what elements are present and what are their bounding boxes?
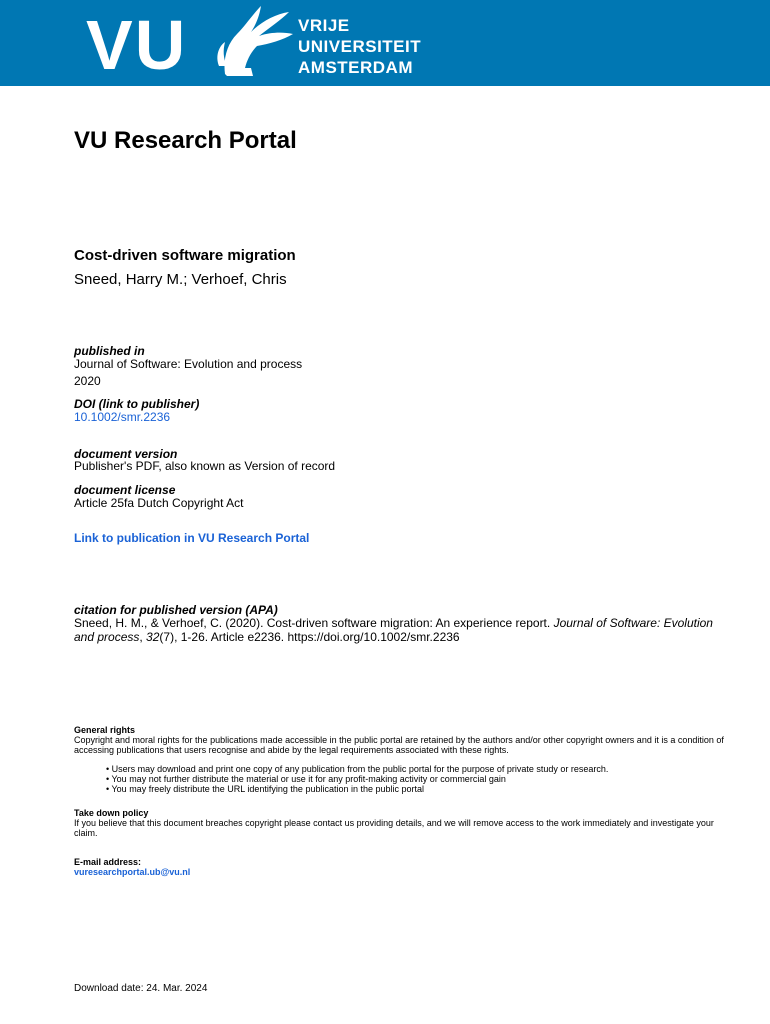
- griffin-icon: [205, 4, 295, 80]
- header-banner: [0, 0, 770, 86]
- published-in-label: published in: [74, 344, 145, 358]
- citation-journal: Journal of Software: Evolution and process: [74, 616, 713, 644]
- take-down-text: If you believe that this document breaches copyright please contact us providing details, and we will remove access to the work immediately and investigate your claim.: [74, 818, 714, 838]
- general-rights-title: General rights: [74, 725, 136, 735]
- citation-text-before: Sneed, H. M., & Verhoef, C. (2020). Cost-driven software migration: An experience report.: [74, 616, 554, 630]
- published-in-journal: Journal of Software: Evolution and process: [74, 357, 303, 371]
- email-link[interactable]: vuresearchportal.ub@vu.nl: [74, 867, 191, 877]
- download-date: Download date: 24. Mar. 2024: [74, 983, 208, 994]
- doi-link[interactable]: 10.1002/smr.2236: [74, 410, 171, 424]
- citation-volume: 32: [146, 630, 160, 644]
- published-in-year: 2020: [74, 374, 101, 388]
- logo-line-amsterdam: AMSTERDAM: [298, 58, 413, 77]
- citation-text: [74, 616, 724, 644]
- document-version-value: Publisher's PDF, also known as Version of record: [74, 459, 336, 473]
- general-rights-text: Copyright and moral rights for the publications made accessible in the public portal are retained by the authors and/or other copyright owners and it is a condition of accessing publications that users recognise and abide by the legal requirements associated with these rights.: [74, 735, 724, 755]
- take-down-title: Take down policy: [74, 808, 149, 818]
- document-version-label: document version: [74, 447, 178, 461]
- citation-separator: ,: [139, 630, 147, 644]
- citation-text-after: (7), 1-26. Article e2236. https://doi.org/10.1002/smr.2236: [159, 630, 460, 644]
- email-title: E-mail address:: [74, 857, 142, 867]
- list-item: • You may freely distribute the URL identifying the publication in the public portal: [106, 784, 608, 794]
- citation-label: citation for published version (APA): [74, 603, 278, 617]
- document-authors: Sneed, Harry M.; Verhoef, Chris: [74, 271, 287, 288]
- list-item: • You may not further distribute the material or use it for any profit-making activity or commercial gain: [106, 774, 608, 784]
- doi-label: DOI (link to publisher): [74, 397, 200, 411]
- document-title: Cost-driven software migration: [74, 247, 296, 264]
- logo-wordmark: [298, 15, 421, 78]
- list-item: • Users may download and print one copy of any publication from the public portal for the purpose of private study or research.: [106, 764, 608, 774]
- general-rights-list: [106, 764, 608, 794]
- logo-line-universiteit: UNIVERSITEIT: [298, 37, 422, 56]
- logo-line-vrije: VRIJE: [298, 16, 350, 35]
- page-title: VU Research Portal: [74, 127, 297, 154]
- document-license-value: Article 25fa Dutch Copyright Act: [74, 496, 244, 510]
- document-license-label: document license: [74, 483, 176, 497]
- portal-publication-link[interactable]: Link to publication in VU Research Portal: [74, 531, 310, 545]
- logo-vu: VU: [86, 6, 188, 84]
